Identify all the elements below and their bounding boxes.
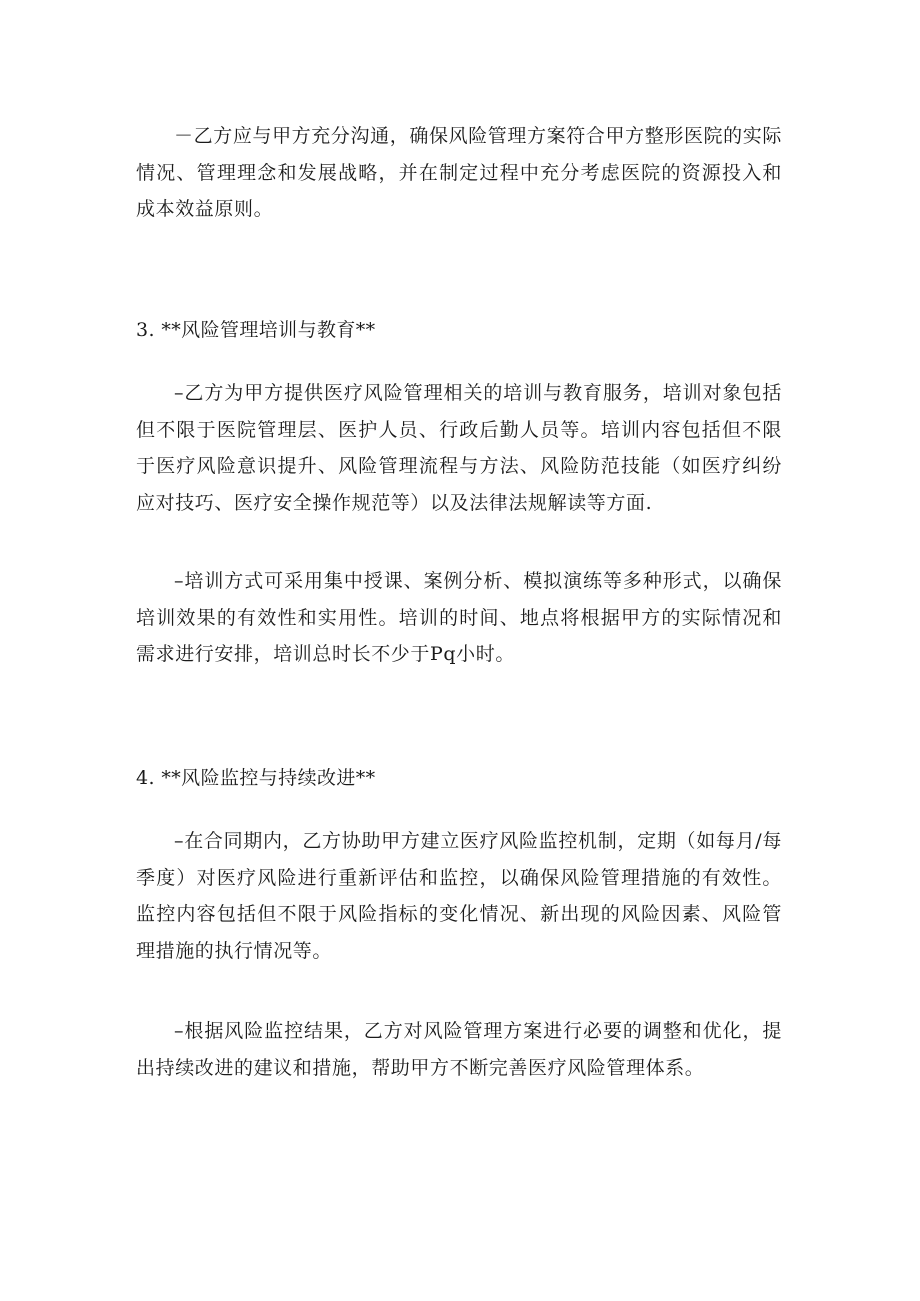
paragraph-plan-communication: －乙方应与甲方充分沟通，确保风险管理方案符合甲方整形医院的实际情况、管理理念和发展战略，并在制定过程中充分考虑医院的资源投入和成本效益原则。 [136,125,782,221]
paragraph-training-content: –乙方为甲方提供医疗风险管理相关的培训与教育服务，培训对象包括但不限于医院管理层、医护人员、行政后勤人员等。培训内容包括但不限于医疗风险意识提升、风险管理流程与方法、风险防范技能（如医疗纠纷应对技巧、医疗安全操作规范等）以及法律法规解读等方面. [136,382,782,514]
section-heading-training: 3. **风险管理培训与教育** [136,319,376,341]
paragraph-training-method: –培训方式可采用集中授课、案例分析、模拟演练等多种形式，以确保培训效果的有效性和实用性。培训的时间、地点将根据甲方的实际情况和需求进行安排，培训总时长不少于Pq小时。 [136,570,782,666]
section-heading-monitoring: 4. **风险监控与持续改进** [136,767,376,789]
paragraph-monitoring-mechanism: –在合同期内，乙方协助甲方建立医疗风险监控机制，定期（如每月/每季度）对医疗风险进行重新评估和监控，以确保风险管理措施的有效性。监控内容包括但不限于风险指标的变化情况、新出现的风险因素、风险管理措施的执行情况等。 [136,830,782,962]
paragraph-continuous-improvement: –根据风险监控结果，乙方对风险管理方案进行必要的调整和优化，提出持续改进的建议和措施，帮助甲方不断完善医疗风险管理体系。 [136,1020,782,1079]
